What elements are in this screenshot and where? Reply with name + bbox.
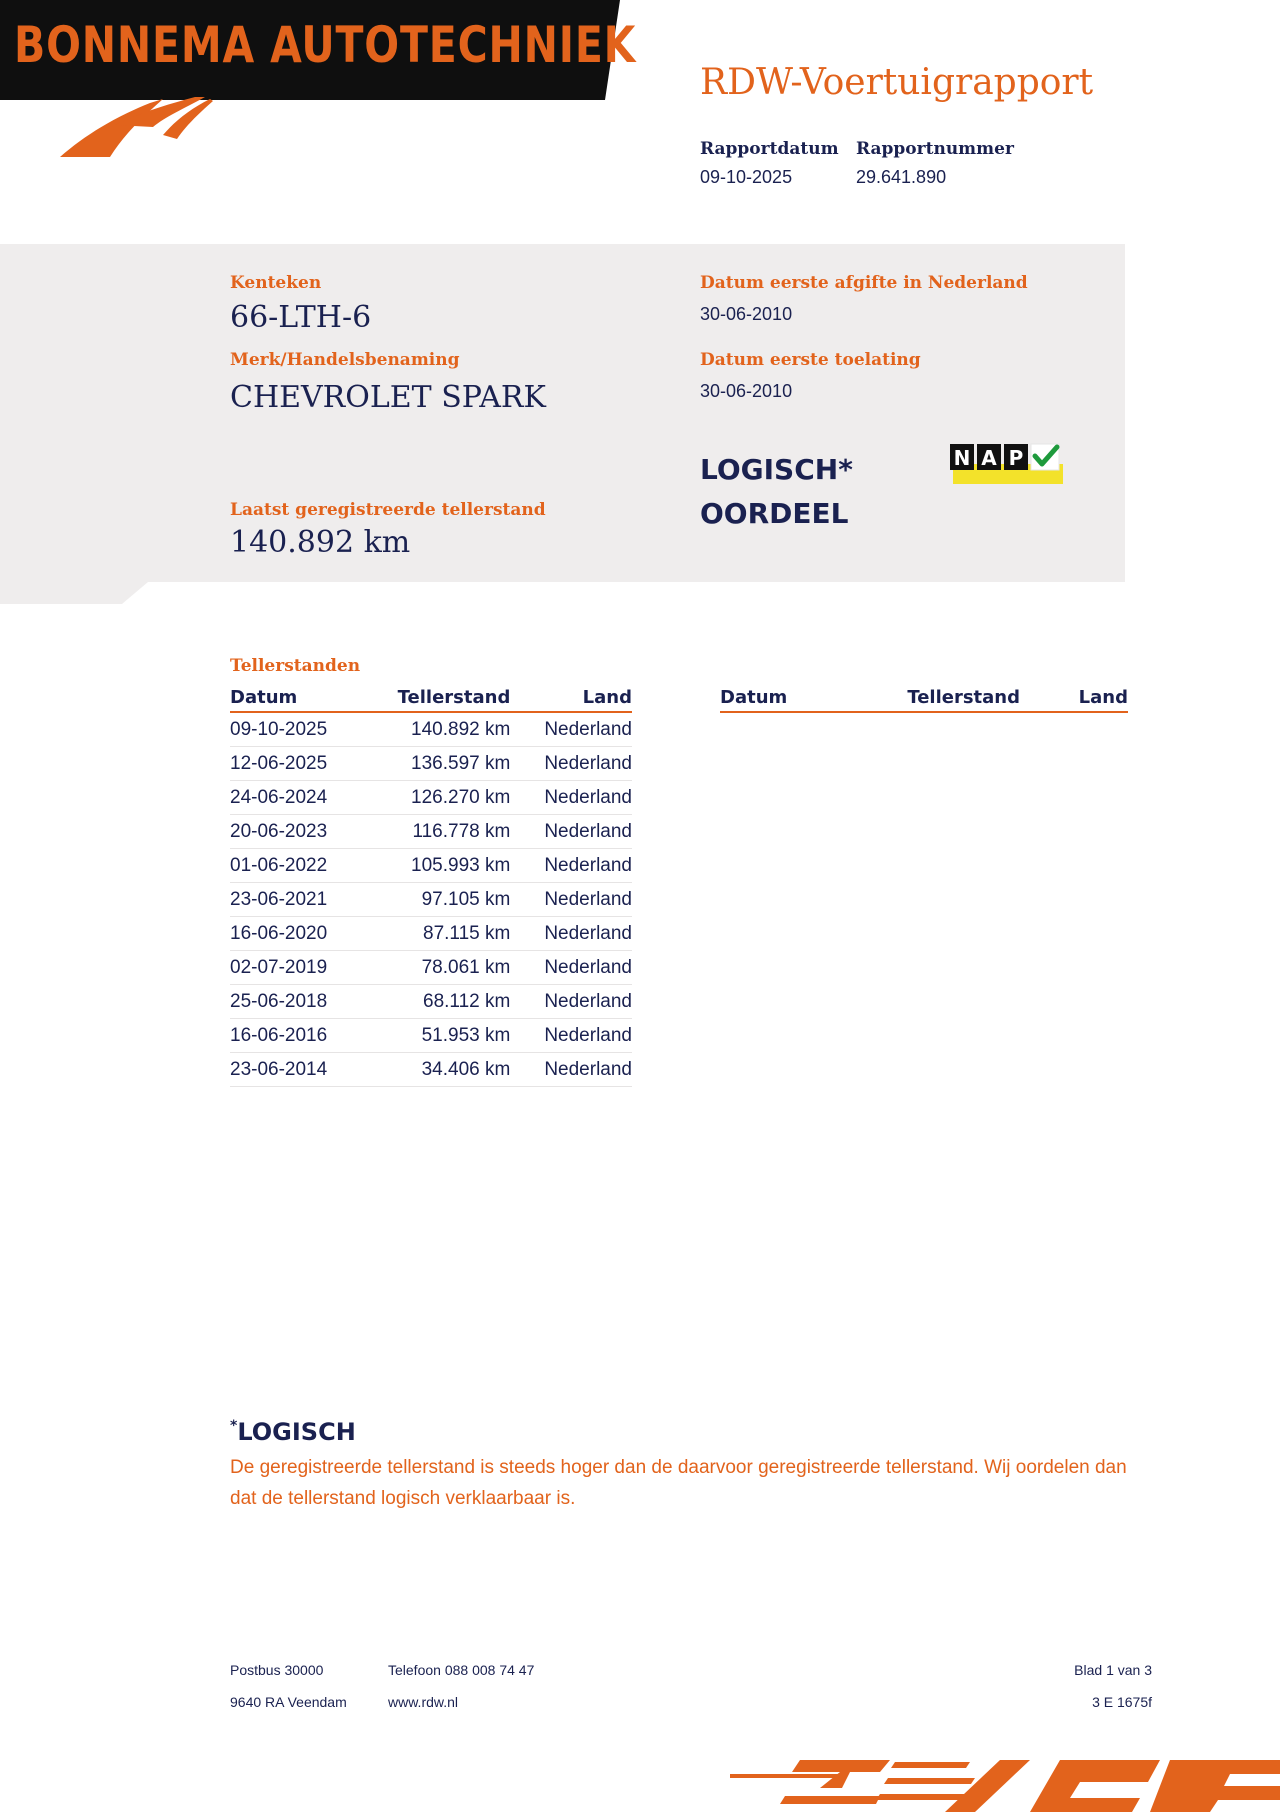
reading-odometer: 78.061 km — [369, 951, 544, 985]
reading-country: Nederland — [544, 985, 632, 1019]
column-header-date: Datum — [230, 685, 369, 712]
reading-odometer: 140.892 km — [369, 712, 544, 747]
reading-odometer: 126.270 km — [369, 781, 544, 815]
table-row — [230, 951, 632, 985]
table-row — [230, 849, 632, 883]
reading-date: 09-10-2025 — [230, 712, 369, 747]
footer-website[interactable]: www.rdw.nl — [388, 1694, 459, 1710]
reading-date: 25-06-2018 — [230, 985, 369, 1019]
reading-country: Nederland — [544, 815, 632, 849]
nap-letter-p: P — [1008, 446, 1024, 470]
reading-country: Nederland — [544, 712, 632, 747]
footer-document-code: 3 E 1675f — [1092, 1694, 1152, 1710]
reading-odometer: 105.993 km — [369, 849, 544, 883]
report-date-value: 09-10-2025 — [700, 167, 793, 187]
first-issue-nl-value: 30-06-2010 — [700, 304, 793, 324]
reading-odometer: 97.105 km — [369, 883, 544, 917]
footer-address-line-2: 9640 RA Veendam — [230, 1694, 347, 1710]
column-header-country: Land — [1054, 685, 1128, 712]
verdict-line-1: LOGISCH* — [700, 453, 853, 486]
readings-table-continued-header — [720, 685, 1128, 712]
nap-letter-n: N — [953, 446, 971, 470]
reading-date: 20-06-2023 — [230, 815, 369, 849]
reading-country: Nederland — [544, 883, 632, 917]
reading-date: 16-06-2020 — [230, 917, 369, 951]
reading-country: Nederland — [544, 781, 632, 815]
reading-date: 12-06-2025 — [230, 747, 369, 781]
table-row — [230, 883, 632, 917]
table-row — [230, 1019, 632, 1053]
reading-odometer: 87.115 km — [369, 917, 544, 951]
reading-odometer: 34.406 km — [369, 1053, 544, 1087]
reading-odometer: 136.597 km — [369, 747, 544, 781]
table-row — [230, 917, 632, 951]
note-star: * — [230, 1418, 238, 1434]
readings-table-header — [230, 685, 632, 712]
table-row — [230, 985, 632, 1019]
vehicle-summary-panel — [0, 244, 1125, 604]
plate-value: 66-LTH-6 — [230, 300, 372, 335]
odometer-label: Laatst geregistreerde tellerstand — [230, 500, 546, 520]
footer-address-line-1: Postbus 30000 — [230, 1662, 324, 1678]
footer-page-number: Blad 1 van 3 — [1074, 1662, 1152, 1678]
odometer-verdict — [700, 448, 853, 536]
note-title-text: LOGISCH — [237, 1418, 356, 1446]
column-header-country: Land — [544, 685, 632, 712]
reading-date: 01-06-2022 — [230, 849, 369, 883]
odometer-value: 140.892 km — [230, 525, 411, 560]
first-issue-nl-label: Datum eerste afgifte in Nederland — [700, 273, 1028, 293]
reading-country: Nederland — [544, 917, 632, 951]
reading-odometer: 116.778 km — [369, 815, 544, 849]
make-value: CHEVROLET SPARK — [230, 380, 546, 415]
decorative-stripes — [730, 1752, 1280, 1812]
first-admission-value: 30-06-2010 — [700, 381, 793, 401]
note-text: De geregistreerde tellerstand is steeds hoger dan de daarvoor geregistreerde tellerstand. Wij oordelen dan dat de tellerstand logisch verklaarbaar is. — [230, 1457, 1127, 1509]
nap-letter-a: A — [981, 446, 997, 470]
column-header-date: Datum — [720, 685, 865, 712]
note-title — [230, 1418, 356, 1446]
table-row — [230, 747, 632, 781]
reading-country: Nederland — [544, 747, 632, 781]
table-row — [230, 1053, 632, 1087]
readings-table-body — [230, 712, 632, 1087]
plate-label: Kenteken — [230, 273, 322, 293]
column-header-odometer: Tellerstand — [369, 685, 544, 712]
reading-country: Nederland — [544, 1053, 632, 1087]
verdict-line-2: OORDEEL — [700, 497, 849, 530]
reading-date: 16-06-2016 — [230, 1019, 369, 1053]
reading-odometer: 51.953 km — [369, 1019, 544, 1053]
make-label: Merk/Handelsbenaming — [230, 350, 460, 370]
reading-date: 24-06-2024 — [230, 781, 369, 815]
column-header-odometer: Tellerstand — [865, 685, 1054, 712]
table-row — [230, 815, 632, 849]
table-row — [230, 781, 632, 815]
reading-odometer: 68.112 km — [369, 985, 544, 1019]
reading-date: 23-06-2021 — [230, 883, 369, 917]
reading-date: 02-07-2019 — [230, 951, 369, 985]
reading-date: 23-06-2014 — [230, 1053, 369, 1087]
brand-flame-logo — [55, 95, 215, 165]
document-title: RDW-Voertuigrapport — [700, 62, 1094, 103]
footer-phone: Telefoon 088 008 74 47 — [388, 1662, 535, 1678]
reading-country: Nederland — [544, 1019, 632, 1053]
readings-table-continued — [720, 685, 1128, 713]
readings-table — [230, 685, 632, 1087]
table-row — [230, 712, 632, 747]
report-number-value: 29.641.890 — [856, 167, 947, 187]
report-number-label: Rapportnummer — [856, 139, 1014, 159]
reading-country: Nederland — [544, 951, 632, 985]
readings-section-title: Tellerstanden — [230, 656, 361, 676]
first-admission-label: Datum eerste toelating — [700, 350, 921, 370]
report-date-label: Rapportdatum — [700, 139, 839, 159]
reading-country: Nederland — [544, 849, 632, 883]
nap-logo — [950, 442, 1065, 486]
brand-name: BONNEMA AUTOTECHNIEK — [14, 16, 637, 74]
